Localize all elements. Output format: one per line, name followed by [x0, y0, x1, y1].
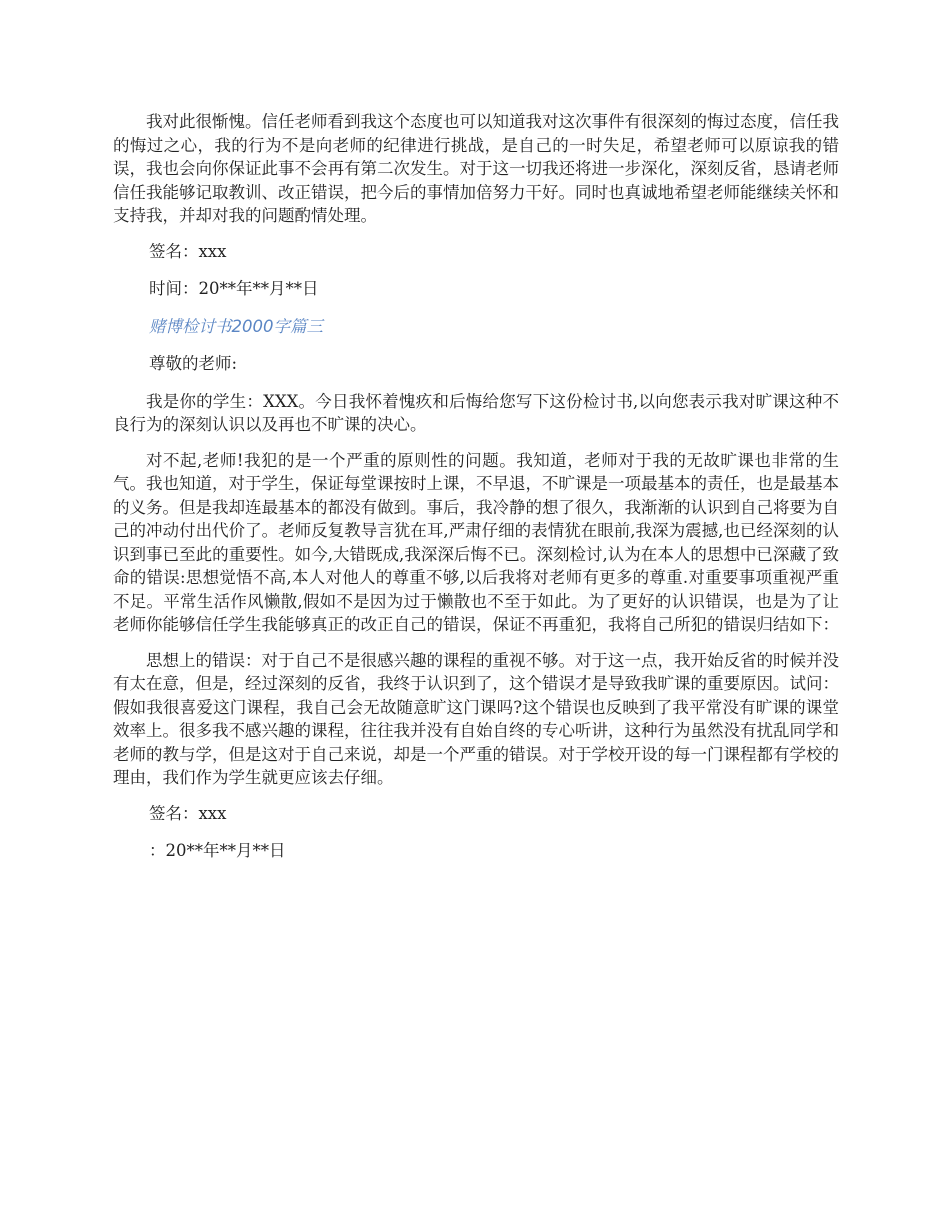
paragraph-3: 思想上的错误：对于自己不是很感兴趣的课程的重视不够。对于这一点，我开始反省的时候并没有太在意，但是，经过深刻的反省，我终于认识到了，这个错误才是导致我旷课的重要原因。试问：假如我很喜爱这门课程，我自己会无故随意旷这门课吗?这个错误也反映到了我平常没有旷课的课堂效率上。很多我不感兴趣的课程，往往我并没有自始自终的专心听讲，这种行为虽然没有扰乱同学和老师的教与学，但是这对于自己来说，却是一个严重的错误。对于学校开设的每一门课程都有学校的理由，我们作为学生就更应该去仔细。 [113, 650, 839, 787]
paragraph-1: 我是你的学生：XXX。今日我怀着愧疚和后悔给您写下这份检讨书,以向您表示我对旷课这种不良行为的深刻认识以及再也不旷课的决心。 [113, 391, 839, 434]
section-heading[interactable]: 赌博检讨书2000字篇三 [149, 316, 323, 336]
signature-line-2: 签名：xxx [149, 803, 227, 823]
paragraph-intro: 我对此很惭愧。信任老师看到我这个态度也可以知道我对这次事件有很深刻的悔过态度，信任我的悔过之心，我的行为不是向老师的纪律进行挑战，是自己的一时失足，希望老师可以原谅我的错误，我也会向你保证此事不会再有第二次发生。对于这一切我还将进一步深化，深刻反省，恳请老师信任我能够记取教训、改正错误，把今后的事情加倍努力干好。同时也真诚地希望老师能继续关怀和支持我，并却对我的问题酌情处理。 [113, 112, 839, 225]
date-line-1: 时间：20**年**月**日 [149, 279, 319, 298]
document-page [113, 110, 839, 877]
paragraph-2: 对不起,老师!我犯的是一个严重的原则性的问题。我知道，老师对于我的无故旷课也非常的生气。我也知道，对于学生，保证每堂课按时上课，不早退，不旷课是一项最基本的责任，也是最基本的义务。但是我却连最基本的都没有做到。事后，我冷静的想了很久，我渐渐的认识到自己将要为自己的冲动付出代价了。老师反复教导言犹在耳,严肃仔细的表情犹在眼前,我深为震撼,也已经深刻的认识到事已至此的重要性。如今,大错既成,我深深后悔不已。深刻检讨,认为在本人的思想中已深藏了致命的错误:思想觉悟不高,本人对他人的尊重不够,以后我将对老师有更多的尊重.对重要事项重视严重不足。平常生活作风懒散,假如不是因为过于懒散也不至于如此。为了更好的认识错误，也是为了让老师你能够信任学生我能够真正的改正自己的错误，保证不再重犯，我将自己所犯的错误归结如下： [113, 450, 839, 634]
salutation: 尊敬的老师: [149, 354, 238, 373]
date-line-2: ：20**年**月**日 [149, 841, 286, 860]
signature-line-1: 签名：xxx [149, 241, 227, 261]
